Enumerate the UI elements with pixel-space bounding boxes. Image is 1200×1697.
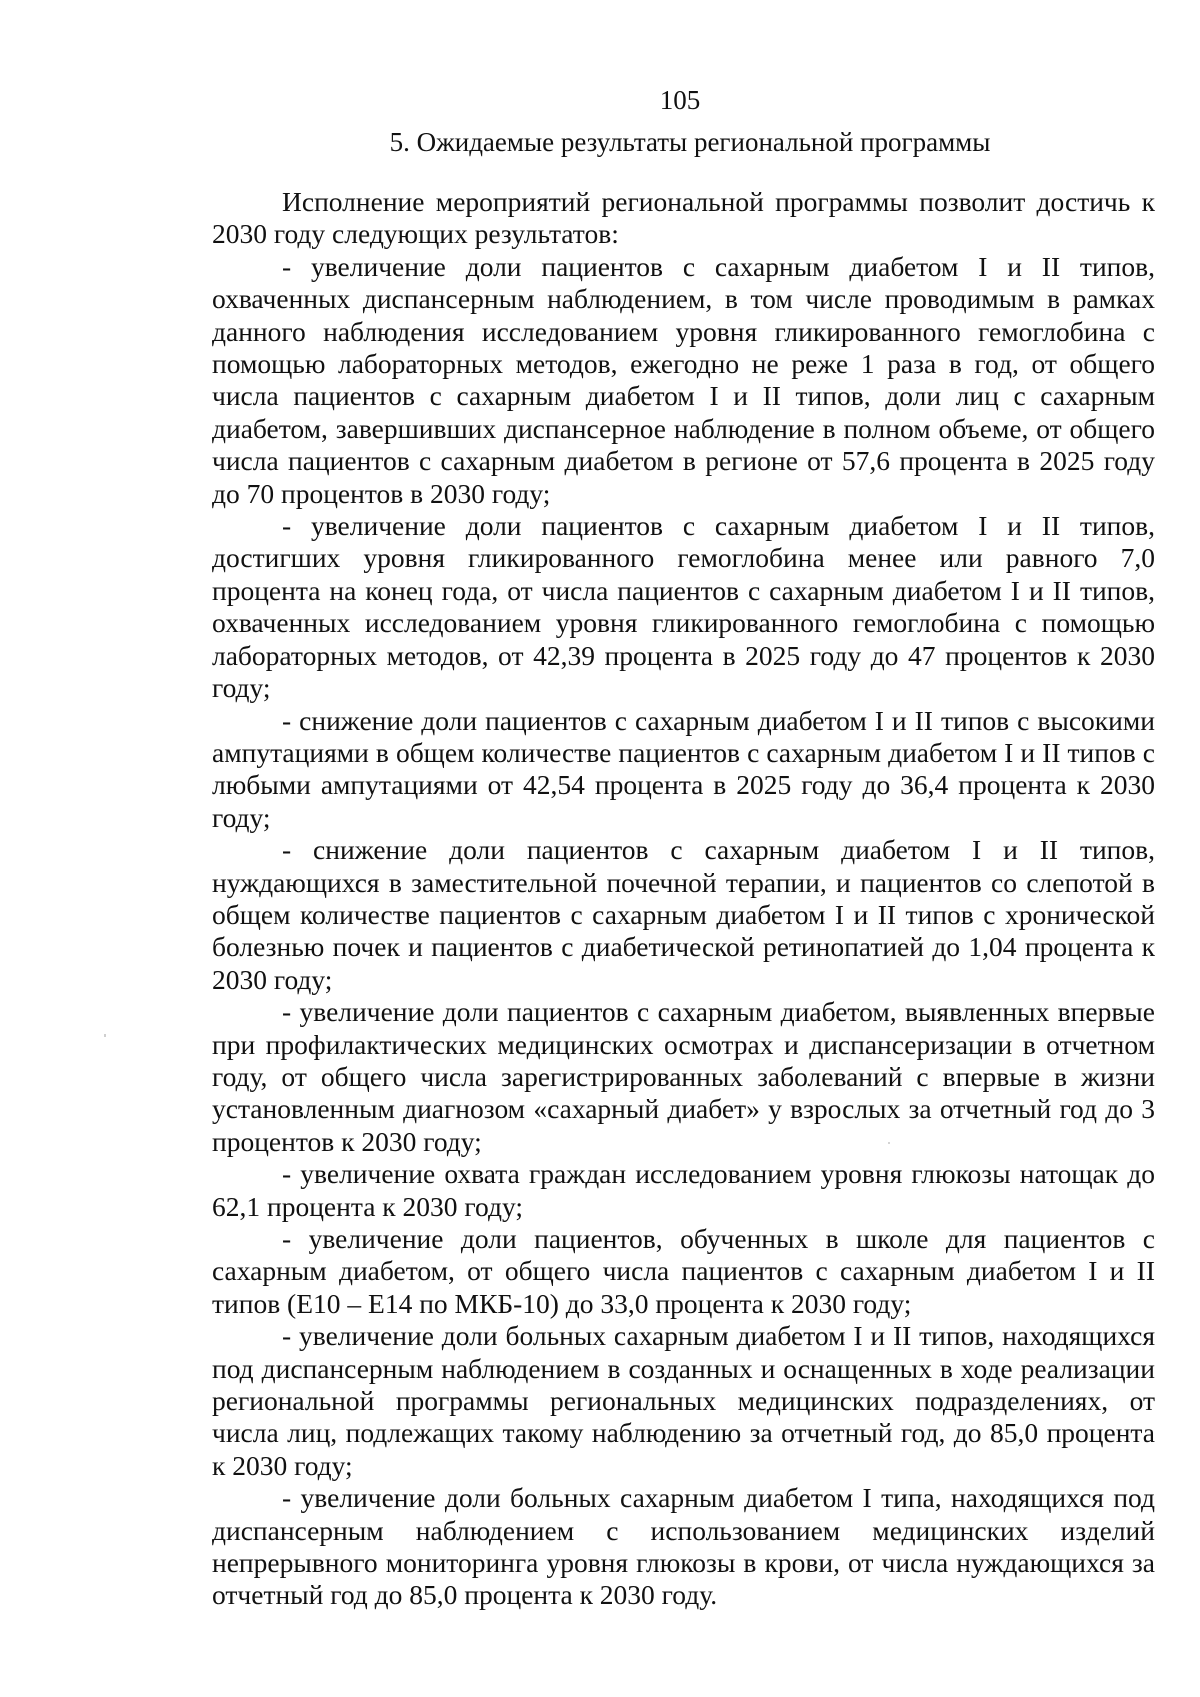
scan-artifact (888, 1142, 890, 1144)
list-item: - снижение доли пациентов с сахарным диабетом I и II типов, нуждающихся в заместительной почечной терапии, и пациентов со слепотой в общем количестве пациентов с сахарным диабетом I и II типов с хронической болезнью почек и пациентов с диабетической ретинопатией до 1,04 процента к 2030 году; (212, 834, 1155, 995)
document-body (212, 186, 1155, 1612)
intro-paragraph: Исполнение мероприятий региональной программы позволит достичь к 2030 году следующих результатов: (212, 186, 1155, 250)
list-item: - увеличение доли пациентов с сахарным диабетом I и II типов, охваченных диспансерным наблюдением, в том числе проводимым в рамках данного наблюдения исследованием уровня гликированного гемоглобина с помощью лабораторных методов, ежегодно не реже 1 раза в год, от общего числа пациентов с сахарным диабетом I и II типов, доли лиц с сахарным диабетом, завершивших диспансерное наблюдение в полном объеме, от общего числа пациентов с сахарным диабетом в регионе от 57,6 процента в 2025 году до 70 процентов в 2030 году; (212, 250, 1155, 509)
list-item: - увеличение охвата граждан исследованием уровня глюкозы натощак до 62,1 процента к 2030 году; (212, 1158, 1155, 1222)
list-item: - увеличение доли пациентов, обученных в школе для пациентов с сахарным диабетом, от общего числа пациентов с сахарным диабетом I и II типов (E10 – E14 по МКБ-10) до 33,0 процента к 2030 году; (212, 1223, 1155, 1319)
page-number: 105 (659, 85, 701, 115)
list-item: - увеличение доли пациентов с сахарным диабетом, выявленных впервые при профилактических медицинских осмотрах и диспансеризации в отчетном году, от общего числа зарегистрированных заболеваний с впервые в жизни установленным диагнозом «сахарный диабет» у взрослых за отчетный год до 3 процентов к 2030 году; (212, 996, 1155, 1157)
list-item: - снижение доли пациентов с сахарным диабетом I и II типов с высокими ампутациями в общем количестве пациентов с сахарным диабетом I и II типов с любыми ампутациями от 42,54 процента в 2025 году до 36,4 процента к 2030 году; (212, 704, 1155, 833)
list-item: - увеличение доли больных сахарным диабетом I и II типов, находящихся под диспансерным наблюдением в созданных и оснащенных в ходе реализации региональной программы региональных медицинских подразделениях, от числа лиц, подлежащих такому наблюдению за отчетный год, до 85,0 процента к 2030 году; (212, 1320, 1155, 1481)
scan-artifact (104, 1034, 106, 1037)
list-item: - увеличение доли пациентов с сахарным диабетом I и II типов, достигших уровня гликированного гемоглобина менее или равного 7,0 процента на конец года, от числа пациентов с сахарным диабетом I и II типов, охваченных исследованием уровня гликированного гемоглобина с помощью лабораторных методов, от 42,39 процента в 2025 году до 47 процентов к 2030 году; (212, 510, 1155, 704)
section-title: 5. Ожидаемые результаты региональной программы (389, 127, 991, 157)
list-item: - увеличение доли больных сахарным диабетом I типа, находящихся под диспансерным наблюдением с использованием медицинских изделий непрерывного мониторинга уровня глюкозы в крови, от числа нуждающихся за отчетный год до 85,0 процента к 2030 году. (212, 1482, 1155, 1611)
